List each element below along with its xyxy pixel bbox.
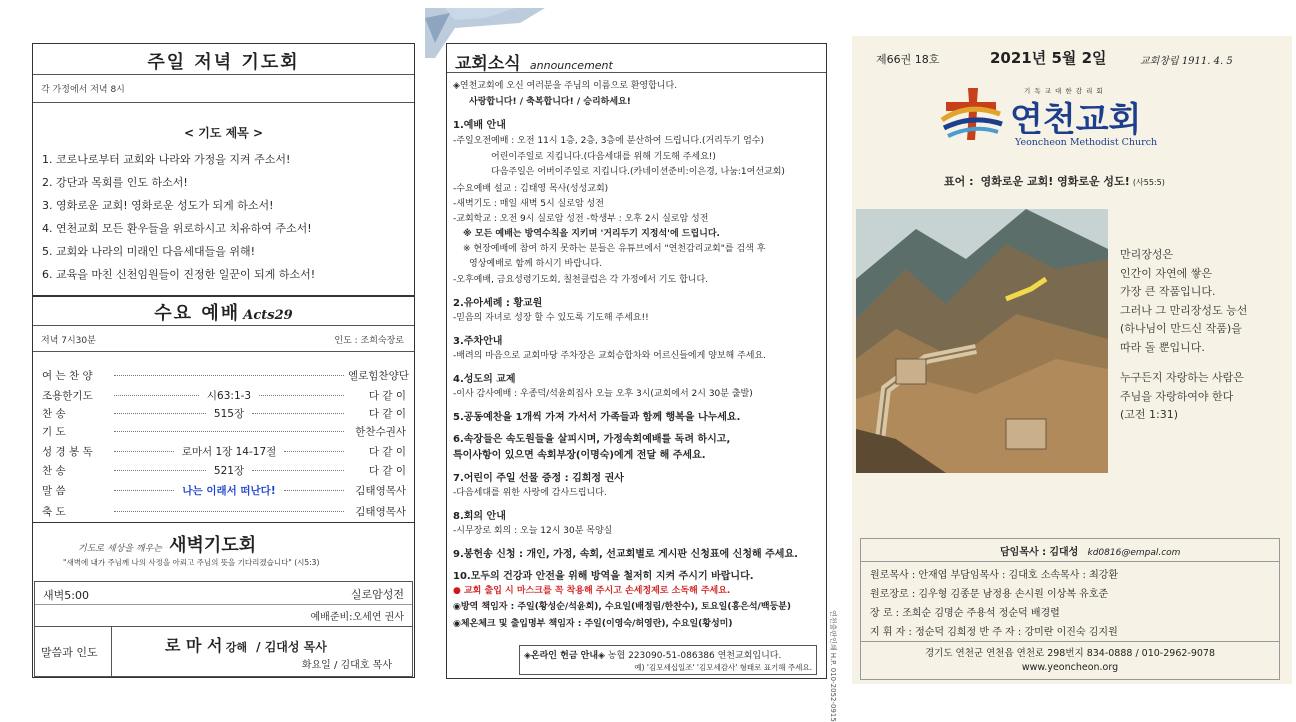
motto-ref: (사55:5) [1132,178,1165,187]
order-leader: 다 같 이 [368,389,406,402]
staff-row: 원로장로 : 김우형 김종문 남정용 손시원 이상복 유호준 [870,589,1109,600]
sunday-evening-subtitle: 각 가정에서 저녁 8시 [41,85,125,95]
poem-line: 만리장성은 [1120,248,1174,261]
announcement-heading: 6.속장들은 속도원들을 살피시며, 가정속회예배를 독려 하시고, [453,434,731,445]
worship-order-row [42,386,406,404]
church-name-en: Yeoncheon Methodist Church [1015,137,1158,148]
church-name: 연천교회 [1010,100,1142,140]
church-address: 경기도 연천군 연천읍 연천로 298번지 834-0888 / 010-2962-9078 [924,648,1216,659]
pastor-email: kd0816@empal.com [1087,548,1181,558]
order-label: 축 도 [42,505,66,518]
order-leader: 다 같 이 [368,445,406,458]
wednesday-title: 수요 예배 [154,303,241,324]
poem-line [1120,357,1247,369]
founded: 교회창립 1911. 4. 5 [1140,56,1233,67]
dawn-title: 새벽기도회 [169,535,257,556]
order-detail: 로마서 1장 14-17절 [181,445,277,458]
order-leader: 다 같 이 [368,407,406,420]
announcement-line: -교회학교 : 오전 9시 실로암 성전 -학생부 : 오후 2시 실로암 성전 [453,214,709,224]
announcement-line: ● 교회 출입 시 마스크를 꼭 착용해 주시고 손세정제로 소독해 주세요. [453,586,731,596]
wednesday-title-en: Acts29 [243,308,293,323]
order-label: 여 는 찬 양 [42,369,93,382]
worship-order-row [42,461,406,479]
prayer-topics-list [42,148,315,286]
motto: 영화로운 교회! 영화로운 성도! [980,175,1130,188]
announcement-line: -시무장로 회의 : 오늘 12시 30분 목양실 [453,526,613,536]
order-leader: 다 같 이 [368,464,406,477]
order-label: 성 경 봉 독 [42,445,93,458]
order-label: 찬 송 [42,407,66,420]
poem-line: 누구든지 자랑하는 사람은 [1120,371,1244,384]
order-label: 찬 송 [42,464,66,477]
poem-line: 따라 돌 뿐입니다. [1120,340,1205,354]
announcement-line: 어린이주일로 지킵니다.(다음세대를 위해 기도해 주세요!) [491,152,716,162]
series-suffix: 강해 [225,641,247,654]
sunday-evening-title: 주일 저녁 기도회 [147,52,300,73]
announcement-line: -믿음의 자녀로 성장 할 수 있도록 기도해 주세요!! [453,313,649,323]
tuesday-leader: 화요일 / 김대호 목사 [301,660,392,671]
announcement-heading: 4.성도의 교제 [453,374,516,385]
order-leader: 김태영목사 [355,505,406,518]
announcement-line: -수요예배 설교 : 김태영 목사(성성교회) [453,184,609,194]
announcement-line: ※ 현장예배에 참여 하지 못하는 분들은 유튜브에서 "연천감리교회"를 검색 후 [463,244,766,254]
prayer-topic: 1. 코로나로부터 교회와 나라와 가정을 지켜 주소서! [42,153,291,166]
order-detail: 515장 [213,407,245,420]
announcement-title: 교회소식 [455,54,521,74]
announcement-line: -주일오전예배 : 오전 11시 1층, 2층, 3층에 분산하여 드립니다.(거리두기 엄수) [453,136,765,146]
announcement-heading: 7.어린이 주일 선물 증정 : 김희정 권사 [453,473,624,484]
staff-row: 지 휘 자 : 정순덕 김희정 반 주 자 : 강미란 이진숙 김지원 [870,627,1118,638]
church-affiliation: 기 독 교 대 한 감 리 회 [1024,87,1104,95]
online-label: ◈온라인 헌금 안내◈ [524,651,605,661]
announcement-line: -다음세대를 위한 사랑에 감사드립니다. [453,488,607,498]
announcement-line: -이사 감사예배 : 우종덕/석윤희집사 오늘 오후 3시(교회에서 2시 30분 출발) [453,389,753,399]
order-label: 말 씀 [42,484,66,497]
wednesday-time: 저녁 7시30분 [41,336,96,346]
staff-row: 장 로 : 조희순 김명순 주용석 정순덕 배경렬 [870,608,1060,619]
announcement-heading: 8.회의 안내 [453,511,506,522]
poem-line: (하나님이 만드신 작품)을 [1120,322,1242,335]
issue-date: 2021년 5월 2일 [990,49,1107,67]
order-leader: 엘로힘찬양단 [348,369,409,382]
announcement-line: ◉방역 책임자 : 주일(황성순/석윤희), 수요일(배정림/한찬수), 토요일(홍은석/백둥분) [453,602,792,612]
announcement-line: ※ 모든 예배는 방역수칙을 지키며 '거리두기 지정석'에 드립니다. [463,229,720,239]
worship-order-row [42,404,406,422]
announcement-heading: 10.모두의 건강과 안전을 위해 방역을 철저히 지켜 주시기 바랍니다. [453,571,754,582]
series-name: 로 마 서 [165,636,223,655]
announcement-line: -새벽기도 : 매일 새벽 5시 실로암 성전 [453,199,604,209]
announcement-heading: 9.봉헌송 신청 : 개인, 가정, 속회, 선교회별로 게시판 신청표에 신청해 주세요. [453,549,798,560]
dawn-schedule-table [34,581,413,677]
announcement-line: 사랑합니다! / 축복합니다! / 승리하세요! [469,97,631,107]
poem-line: (고전 1:31) [1120,408,1179,421]
order-detail: 나는 이래서 떠난다! [182,484,276,497]
prayer-topic: 3. 영화로운 교회! 영화로운 성도가 되게 하소서! [42,199,274,212]
announcement-heading: 1.예배 안내 [453,120,506,131]
order-detail: 521장 [213,464,245,477]
worship-order-row [42,366,409,384]
announcement-line: 다음주일은 어버이주일로 지킵니다.(카네이션준비:이은경, 나눔:1여선교회) [491,167,785,177]
announcement-line: -오후예배, 금요성령기도회, 칠천클럽은 각 가정에서 기도 합니다. [453,275,709,285]
online-offering-box [519,645,817,675]
order-leader: 김태영목사 [355,484,406,497]
prayer-topic: 2. 강단과 목회를 인도 하소서! [42,176,188,189]
poem-line: 가장 큰 작품입니다. [1120,285,1216,298]
prayer-topic: 6. 교육을 마친 신천임원들이 진정한 일꾼이 되게 하소서! [42,268,316,281]
announcement-heading: 2.유아세례 : 황교원 [453,298,543,309]
pastor-name: 김대성 [1049,547,1079,558]
announcement-heading: 3.주차안내 [453,336,503,347]
sermon-label: 말씀과 인도 [41,646,98,659]
pastor-label: 담임목사 : [1000,547,1047,558]
poem-line: 그러나 그 만리장성도 능선 [1120,303,1248,317]
printer-side-text: 연천출판인쇄 H.P. 010-2052-0915 [829,610,837,722]
church-website[interactable]: www.yeoncheon.org [1021,662,1119,673]
online-note: 예) '김모세십일조' '김모세감사' 형태로 표기해 주세요. [634,663,812,672]
announcement-heading: 특이사항이 있으면 속회부장(이명숙)에게 전달 해 주세요. [453,450,706,461]
order-detail: 시63:1-3 [206,389,252,402]
announcement-line: ◉체온체크 및 출입명부 책임자 : 주일(이영숙/허영란), 수요일(황성미) [453,619,733,629]
announcement-line: 영상예배로 함께 하시기 바랍니다. [469,259,603,269]
poem-line: 인간이 자연에 쌓은 [1120,266,1213,280]
series-preacher: / 김대성 목사 [256,640,327,654]
order-label: 기 도 [42,425,66,438]
worship-order-row [42,442,406,460]
order-leader: 한찬수권사 [355,425,406,438]
dawn-verse: "새벽에 내가 주님께 나의 사정을 아뢰고 주님의 뜻을 기다리겠습니다" (시5:3) [63,558,320,567]
worship-order-row [42,422,406,440]
poem [1120,246,1247,425]
motto-label: 표어 : [944,175,974,188]
worship-order-row [42,481,406,499]
online-account: 농협 223090-51-086386 연천교회입니다. [607,651,782,661]
announcement-title-en: announcement [529,59,613,72]
announcement-heading: 5.공동예찬을 1개씩 가져 가서서 가족들과 함께 행복을 나누세요. [453,412,741,423]
dawn-place: 실로암성전 [350,588,404,601]
dawn-tagline: 기도로 세상을 깨우는 [78,544,162,554]
announcement-line: -배려의 마음으로 교회마당 주차장은 교회승합차와 어르신들에게 양보해 주세요. [453,351,767,361]
dawn-time: 새벽5:00 [43,589,89,602]
poem-line: 주님을 자랑하여야 한다 [1120,389,1234,403]
dawn-prep: 예배준비:오세연 권사 [310,612,404,623]
announcement-line: ◈연천교회에 오신 여러분을 주님의 이름으로 환영합니다. [453,81,678,91]
volume: 제66권 18호 [876,53,940,66]
prayer-topic: 5. 교회와 나라의 미래인 다음세대들을 위해! [42,245,256,258]
staff-row: 원로목사 : 안재엽 부담임목사 : 김대호 소속목사 : 최강환 [870,570,1119,581]
church-logo [938,84,1008,144]
prayer-topic: 4. 연천교회 모든 환우들을 위로하시고 치유하여 주소서! [42,222,312,235]
announcement-box [446,43,827,679]
wednesday-leader: 인도 : 조희숙장로 [334,336,404,346]
prayer-topics-heading: < 기도 제목 > [183,126,263,140]
order-label: 조용한기도 [42,389,93,402]
great-wall-painting [856,209,1108,473]
worship-order-row [42,502,406,520]
